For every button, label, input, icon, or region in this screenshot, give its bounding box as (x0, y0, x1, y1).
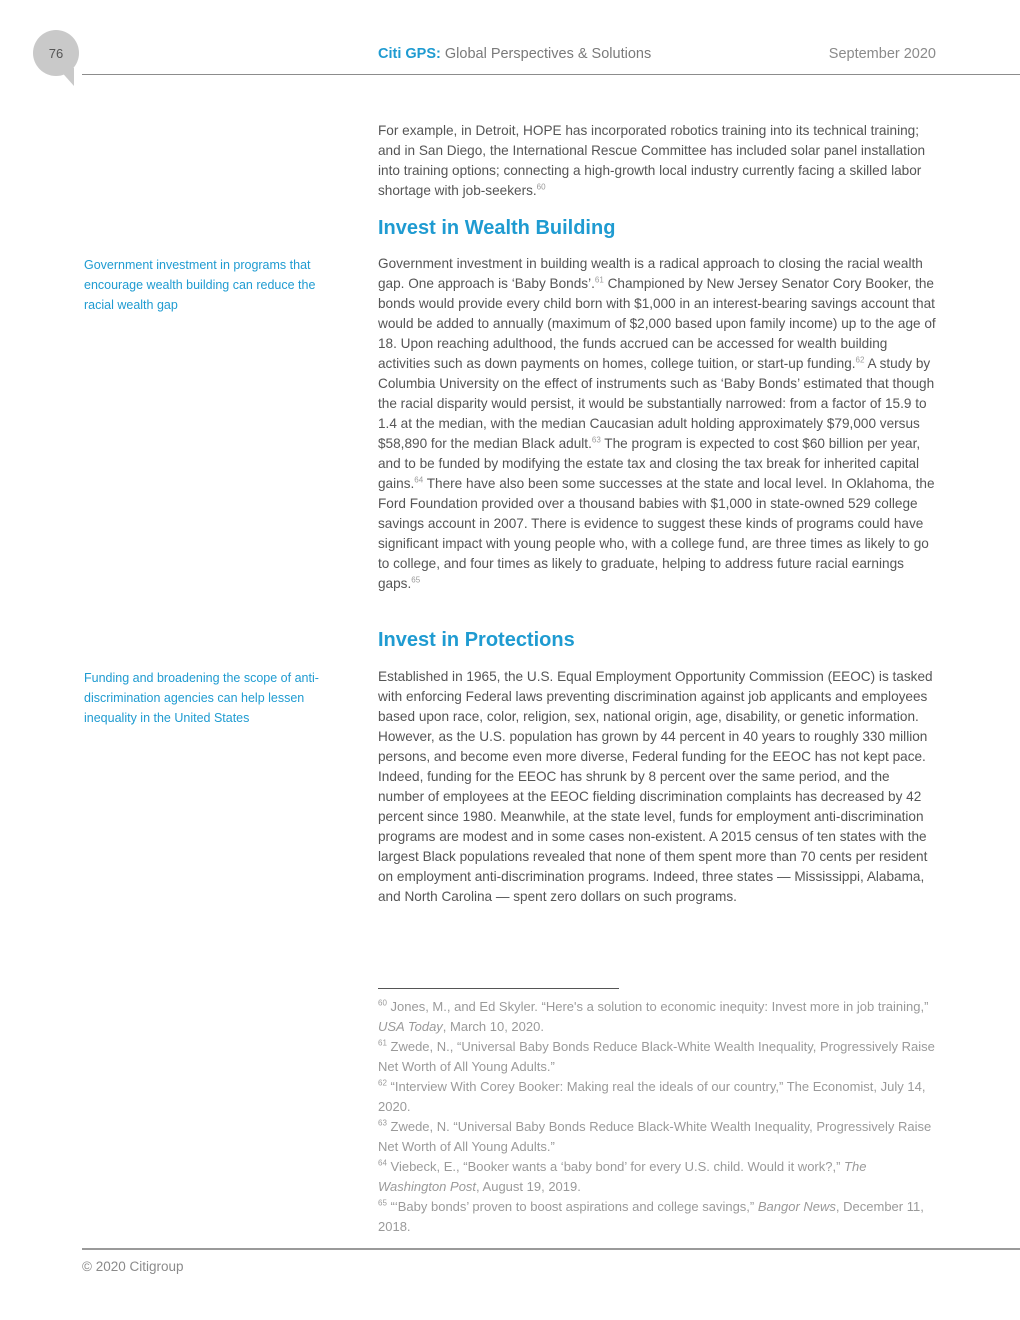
footnote-ref: 62 (855, 355, 865, 365)
footnote-63 (378, 1117, 938, 1157)
section-heading-wealth-building: Invest in Wealth Building (378, 217, 616, 239)
footnote-60 (378, 997, 938, 1037)
footnote-text: Jones, M., and Ed Skyler. “Here's a solution to economic inequity: Invest more in job training,” (386, 999, 929, 1014)
paragraph-segment: A study by Columbia University on the effect of instruments such as ‘Baby Bonds’ estimated that though the racial disparity would persist, it would be substantially narrowed: from a factor of 15.9 to 1.4 at the median, with the median Caucasian adult holding approximately $79,000 versus $58,890 for the median Black adult. (378, 356, 935, 451)
footnote-publication: The Washington Post (378, 1159, 867, 1194)
footnote-ref: 64 (414, 475, 424, 485)
margin-note-wealth-building: Government investment in programs that encourage wealth building can reduce the racial wealth gap (84, 258, 316, 312)
footnote-ref: 63 (591, 435, 601, 445)
footer-divider (82, 1248, 1020, 1250)
page-badge-tail (58, 68, 74, 86)
footnote-text-end: , March 10, 2020. (442, 1019, 544, 1034)
footnote-divider (378, 988, 619, 989)
paragraph-segment: Government investment in building wealth is a radical approach to closing the racial wealth gap. One approach is ‘Baby Bonds’. (378, 256, 923, 291)
footnote-64 (378, 1157, 938, 1197)
footnote-text-end: , August 19, 2019. (476, 1179, 581, 1194)
footnote-text: Viebeck, E., “Booker wants a ‘baby bond’ for every U.S. child. Would it work?,” (386, 1159, 845, 1174)
footnote-number: 65 (378, 1198, 387, 1208)
footnotes (378, 997, 938, 1237)
footnote-number: 60 (378, 998, 387, 1008)
paragraph-segment: The program is expected to cost $60 billion per year, and to be funded by modifying the estate tax and closing the tax break for inherited capital gains. (378, 436, 921, 491)
header-subtitle: Global Perspectives & Solutions (444, 46, 652, 62)
footnote-number: 63 (378, 1118, 387, 1128)
footnote-number: 61 (378, 1038, 387, 1048)
footnote-number: 62 (378, 1078, 387, 1088)
footnote-ref: 65 (411, 575, 421, 585)
margin-note-protections: Funding and broadening the scope of anti-discrimination agencies can help lessen inequality in the United States (84, 671, 319, 725)
footnote-61 (378, 1037, 938, 1077)
footnote-ref: 60 (536, 182, 546, 192)
header-brand: Citi GPS: (378, 46, 441, 62)
header-divider (82, 74, 1020, 75)
paragraph-segment: There have also been some successes at the state and local level. In Oklahoma, the Ford Foundation provided over a thousand babies with $1,000 in state-owned 529 college savings account in 2007. There is evidence to suggest these kinds of programs could have significant impact with young people who, with a college fund, are three times as likely to go to college, and four times as likely to graduate, helping to address future racial earnings gaps. (378, 476, 935, 591)
intro-text: For example, in Detroit, HOPE has incorporated robotics training into its technical training; and in San Diego, the International Rescue Committee has included solar panel installation into training options; connecting a high-growth local industry currently facing a skilled labor shortage with job-seekers. (378, 123, 926, 198)
paragraph-segment: Championed by New Jersey Senator Cory Booker, the bonds would provide every child born with $1,000 in an interest-bearing savings account that would be added to annually (maximum of $2,000 based upon family income) up to the age of 18. Upon reaching adulthood, the funds accrued can be accessed for wealth building activities such as down payments on homes, college tuition, or start-up funding. (378, 276, 936, 371)
footnote-text: “‘Baby bonds’ proven to boost aspirations and college savings,” (386, 1199, 758, 1214)
footnote-publication: Bangor News (757, 1199, 836, 1214)
header-date: September 2020 (828, 46, 936, 62)
footnote-publication: USA Today (378, 1019, 443, 1034)
section-heading-protections: Invest in Protections (378, 629, 575, 651)
page-number: 76 (48, 45, 64, 61)
footnote-number: 64 (378, 1158, 387, 1168)
footnote-text: “Interview With Corey Booker: Making real the ideals of our country,” The Economist, July 14, 2020. (378, 1079, 926, 1114)
intro-paragraph (378, 121, 938, 201)
wealth-building-paragraph (378, 254, 938, 594)
protections-paragraph: Established in 1965, the U.S. Equal Employment Opportunity Commission (EEOC) is tasked with enforcing Federal laws preventing discrimination against job applicants and employees based upon race, color, religion, sex, national origin, age, disability, or genetic information. However, as the U.S. population has grown by 44 percent in 40 years to roughly 330 million persons, and become even more diverse, Federal funding for the EEOC has not kept pace. Indeed, funding for the EEOC has shrunk by 8 percent over the same period, and the number of employees at the EEOC fielding discrimination complaints has decreased by 42 percent since 1980. Meanwhile, at the state level, funds for employment anti-discrimination programs are modest and in some cases non-existent. A 2015 census of ten states with the largest Black populations revealed that none of them spent more than 70 cents per resident on employment anti-discrimination programs. Indeed, three states — Mississippi, Alabama, and North Carolina — spent zero dollars on such programs. (378, 669, 933, 904)
footnote-text: Zwede, N. “Universal Baby Bonds Reduce Black-White Wealth Inequality, Progressively Raise Net Worth of All Young Adults.” (378, 1119, 932, 1154)
footnote-ref: 61 (594, 275, 604, 285)
header-title (378, 46, 651, 62)
footnote-text: Zwede, N., “Universal Baby Bonds Reduce Black-White Wealth Inequality, Progressively Raise Net Worth of All Young Adults.” (378, 1039, 935, 1074)
footnote-65 (378, 1197, 938, 1237)
footer-copyright: © 2020 Citigroup (82, 1259, 184, 1274)
footnote-62 (378, 1077, 938, 1117)
footnote-text-end: , December 11, 2018. (378, 1199, 924, 1234)
